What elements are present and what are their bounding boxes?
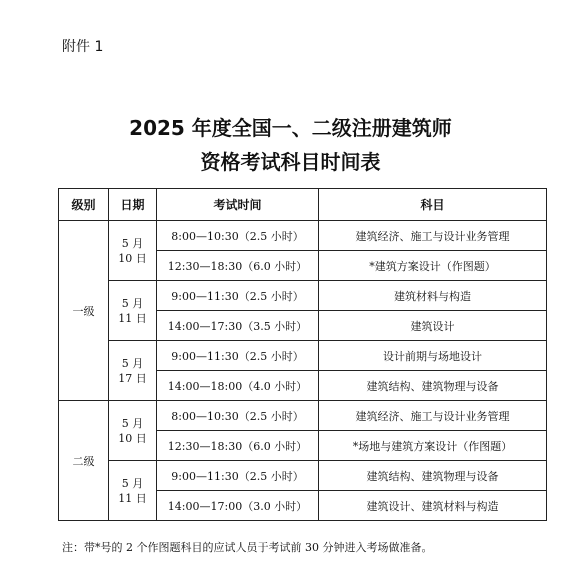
- exam-time-cell: 8:00—10:30（2.5 小时）: [157, 401, 319, 431]
- footnote: 注：带*号的 2 个作图题科目的应试人员于考试前 30 分钟进入考场做准备。: [62, 541, 433, 554]
- date-cell: [109, 341, 157, 401]
- level-cell: 二级: [59, 401, 109, 521]
- date-cell: [109, 221, 157, 281]
- exam-time-cell: 8:00—10:30（2.5 小时）: [157, 221, 319, 251]
- exam-time-cell: 12:30—18:30（6.0 小时）: [157, 431, 319, 461]
- attachment-label: 附件 1: [62, 39, 104, 55]
- date-day: 10 日: [118, 431, 147, 445]
- date-month: 5 月: [121, 296, 144, 310]
- exam-time-cell: 12:30—18:30（6.0 小时）: [157, 251, 319, 281]
- date-day: 10 日: [118, 251, 147, 265]
- table-row: [59, 341, 547, 371]
- date-month: 5 月: [121, 356, 144, 370]
- exam-schedule-table: [58, 188, 547, 521]
- header-level: 级别: [59, 189, 109, 221]
- exam-time-cell: 14:00—17:30（3.5 小时）: [157, 311, 319, 341]
- header-subject: 科目: [319, 189, 547, 221]
- date-month: 5 月: [121, 236, 144, 250]
- date-month: 5 月: [121, 476, 144, 490]
- level-cell: 一级: [59, 221, 109, 401]
- subject-cell: *建筑方案设计（作图题）: [319, 251, 547, 281]
- subject-cell: 建筑经济、施工与设计业务管理: [319, 221, 547, 251]
- table-row: [59, 401, 547, 431]
- date-month: 5 月: [121, 416, 144, 430]
- subject-cell: 建筑结构、建筑物理与设备: [319, 461, 547, 491]
- date-cell: [109, 281, 157, 341]
- subject-cell: 建筑经济、施工与设计业务管理: [319, 401, 547, 431]
- header-date: 日期: [109, 189, 157, 221]
- table-row: [59, 281, 547, 311]
- exam-time-cell: 14:00—17:00（3.0 小时）: [157, 491, 319, 521]
- exam-time-cell: 14:00—18:00（4.0 小时）: [157, 371, 319, 401]
- table-body: [59, 221, 547, 521]
- date-day: 17 日: [118, 371, 147, 385]
- table-row: [59, 461, 547, 491]
- subject-cell: *场地与建筑方案设计（作图题）: [319, 431, 547, 461]
- subject-cell: 建筑设计: [319, 311, 547, 341]
- subject-cell: 设计前期与场地设计: [319, 341, 547, 371]
- exam-time-cell: 9:00—11:30（2.5 小时）: [157, 341, 319, 371]
- exam-time-cell: 9:00—11:30（2.5 小时）: [157, 461, 319, 491]
- table-header-row: [59, 189, 547, 221]
- subject-cell: 建筑材料与构造: [319, 281, 547, 311]
- subject-cell: 建筑结构、建筑物理与设备: [319, 371, 547, 401]
- table-row: [59, 221, 547, 251]
- date-day: 11 日: [118, 491, 147, 505]
- date-cell: [109, 461, 157, 521]
- date-cell: [109, 401, 157, 461]
- header-time: 考试时间: [157, 189, 319, 221]
- subject-cell: 建筑设计、建筑材料与构造: [319, 491, 547, 521]
- page-title: 2025 年度全国一、二级注册建筑师: [129, 116, 452, 140]
- date-day: 11 日: [118, 311, 147, 325]
- exam-time-cell: 9:00—11:30（2.5 小时）: [157, 281, 319, 311]
- page-subtitle: 资格考试科目时间表: [200, 150, 381, 174]
